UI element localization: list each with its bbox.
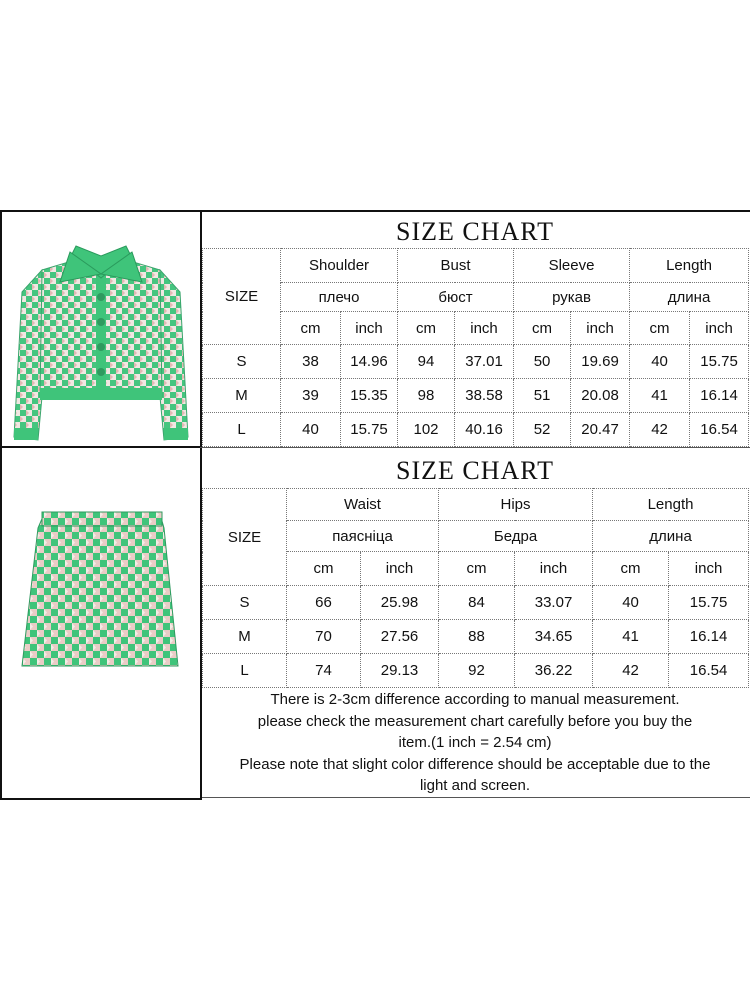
unit-cm: cm [630, 312, 690, 345]
value-cell: 74 [287, 654, 361, 688]
value-cell: 37.01 [455, 345, 514, 379]
value-cell: 16.14 [669, 620, 749, 654]
value-cell: 29.13 [361, 654, 439, 688]
section-divider-right [200, 447, 750, 448]
size-cell: S [203, 345, 281, 379]
sleeve-header: Sleeve [514, 249, 630, 283]
table-row [203, 413, 749, 447]
size-cell: L [203, 413, 281, 447]
size-cell: M [203, 379, 281, 413]
unit-inch: inch [669, 552, 749, 586]
unit-cm: cm [281, 312, 341, 345]
bottom-size-table [202, 488, 749, 688]
sleeve-local-label: рукав [514, 283, 630, 312]
value-cell: 20.08 [571, 379, 630, 413]
value-cell: 15.75 [690, 345, 749, 379]
value-cell: 40 [281, 413, 341, 447]
note-line: Please note that slight color difference should be acceptable due to the [239, 755, 711, 773]
measurement-notes [202, 689, 748, 797]
shoulder-header: Shoulder [281, 249, 398, 283]
size-cell: M [203, 620, 287, 654]
note-line: item.(1 inch = 2.54 cm) [398, 734, 552, 751]
value-cell: 40 [630, 345, 690, 379]
hips-header: Hips [439, 489, 593, 521]
value-cell: 36.22 [515, 654, 593, 688]
value-cell: 16.14 [690, 379, 749, 413]
table-row [203, 620, 749, 654]
value-cell: 15.75 [669, 586, 749, 620]
value-cell: 52 [514, 413, 571, 447]
unit-cm: cm [287, 552, 361, 586]
bottom-right-border [200, 797, 750, 798]
bust-local-label: бюст [398, 283, 514, 312]
value-cell: 27.56 [361, 620, 439, 654]
frame-bottom-border [0, 798, 201, 800]
value-cell: 41 [593, 620, 669, 654]
bottom-chart-title: SIZE CHART [396, 456, 554, 485]
value-cell: 15.75 [341, 413, 398, 447]
unit-cm: cm [514, 312, 571, 345]
top-chart-title: SIZE CHART [396, 217, 554, 246]
value-cell: 38 [281, 345, 341, 379]
value-cell: 94 [398, 345, 455, 379]
value-cell: 88 [439, 620, 515, 654]
note-line: light and screen. [419, 777, 531, 794]
size-header: SIZE [203, 489, 287, 586]
top-size-table [202, 248, 749, 447]
value-cell: 92 [439, 654, 515, 688]
value-cell: 98 [398, 379, 455, 413]
unit-cm: cm [398, 312, 455, 345]
value-cell: 51 [514, 379, 571, 413]
table-row [203, 586, 749, 620]
note-line: please check the measurement chart carefully before you buy the [257, 712, 693, 730]
value-cell: 40.16 [455, 413, 514, 447]
value-cell: 19.69 [571, 345, 630, 379]
hips-local-label: Бедра [439, 521, 593, 552]
value-cell: 84 [439, 586, 515, 620]
size-header: SIZE [203, 249, 281, 345]
cardigan-image [2, 212, 200, 446]
length-header: Length [593, 489, 749, 521]
value-cell: 33.07 [515, 586, 593, 620]
table-row [203, 379, 749, 413]
size-cell: S [203, 586, 287, 620]
value-cell: 38.58 [455, 379, 514, 413]
length-local-label: длина [630, 283, 749, 312]
value-cell: 50 [514, 345, 571, 379]
value-cell: 39 [281, 379, 341, 413]
value-cell: 16.54 [669, 654, 749, 688]
value-cell: 41 [630, 379, 690, 413]
waist-local-label: паясніца [287, 521, 439, 552]
length-header: Length [630, 249, 749, 283]
value-cell: 16.54 [690, 413, 749, 447]
table-row [203, 654, 749, 688]
value-cell: 40 [593, 586, 669, 620]
value-cell: 70 [287, 620, 361, 654]
value-cell: 42 [630, 413, 690, 447]
value-cell: 25.98 [361, 586, 439, 620]
bust-header: Bust [398, 249, 514, 283]
unit-inch: inch [690, 312, 749, 345]
note-line: There is 2-3cm difference according to manual measurement. [270, 691, 680, 708]
unit-cm: cm [593, 552, 669, 586]
value-cell: 15.35 [341, 379, 398, 413]
value-cell: 34.65 [515, 620, 593, 654]
value-cell: 66 [287, 586, 361, 620]
shoulder-local-label: плечо [281, 283, 398, 312]
unit-inch: inch [515, 552, 593, 586]
unit-inch: inch [341, 312, 398, 345]
length-local-label: длина [593, 521, 749, 552]
value-cell: 20.47 [571, 413, 630, 447]
unit-cm: cm [439, 552, 515, 586]
unit-inch: inch [455, 312, 514, 345]
skirt-icon [2, 448, 200, 798]
value-cell: 42 [593, 654, 669, 688]
unit-inch: inch [571, 312, 630, 345]
unit-inch: inch [361, 552, 439, 586]
table-row [203, 345, 749, 379]
skirt-image [2, 448, 200, 798]
cardigan-icon [2, 212, 200, 446]
waist-header: Waist [287, 489, 439, 521]
value-cell: 14.96 [341, 345, 398, 379]
size-cell: L [203, 654, 287, 688]
value-cell: 102 [398, 413, 455, 447]
